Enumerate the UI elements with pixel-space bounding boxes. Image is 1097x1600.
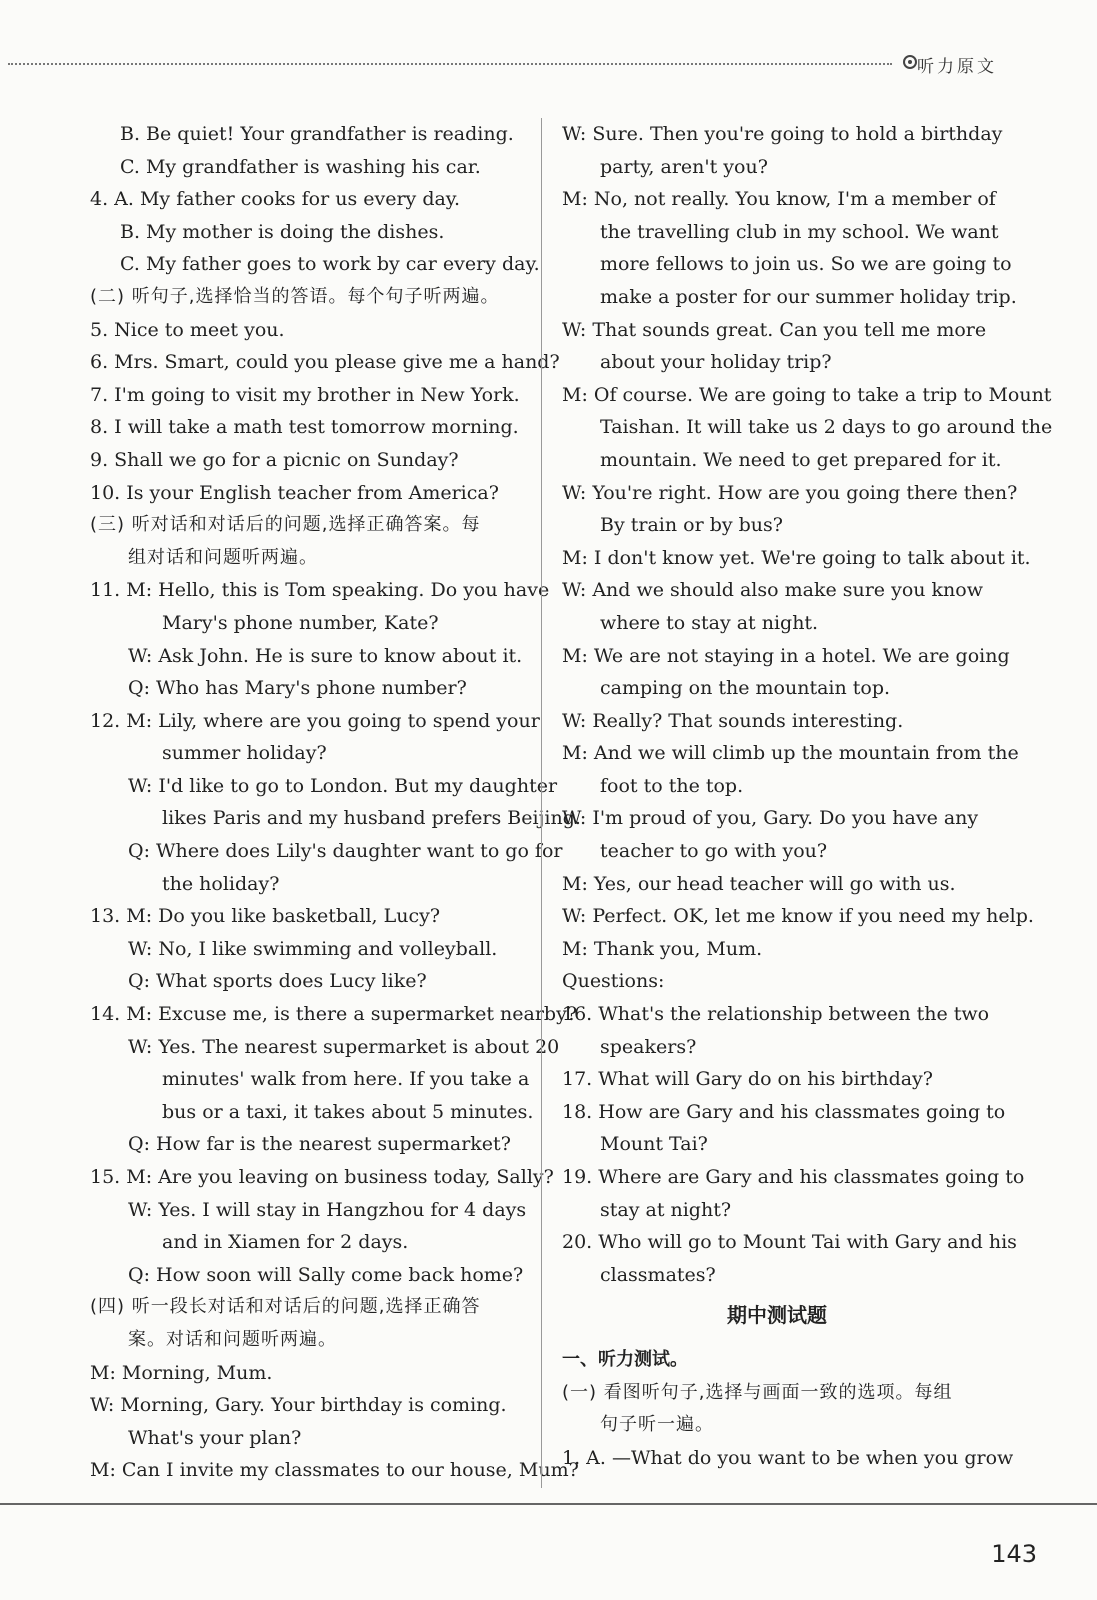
text-line: Mary's phone number, Kate? (162, 611, 439, 634)
text-line: 10. Is your English teacher from America? (90, 481, 499, 504)
text-line: W: And we should also make sure you know (562, 579, 983, 602)
text-line: M: We are not staying in a hotel. We are going (562, 644, 1010, 667)
text-line: M: I don't know yet. We're going to talk about it. (562, 546, 1031, 569)
text-line: M: Thank you, Mum. (562, 937, 763, 960)
text-line: Questions: (562, 970, 665, 993)
header-bullet-icon (903, 55, 917, 69)
header-title: 听力原文 (917, 57, 997, 77)
text-line: 11. M: Hello, this is Tom speaking. Do you have (90, 579, 550, 602)
text-line: (二) 听句子,选择恰当的答语。每个句子听两遍。 (90, 285, 500, 307)
text-line: (一) 看图听句子,选择与画面一致的选项。每组 (562, 1381, 953, 1403)
text-line: camping on the mountain top. (600, 677, 891, 700)
text-line: and in Xiamen for 2 days. (162, 1231, 409, 1254)
text-line: 组对话和问题听两遍。 (128, 546, 318, 568)
footer-rule (0, 1503, 1097, 1505)
left-column (90, 118, 581, 1487)
text-line: Taishan. It will take us 2 days to go around the (600, 416, 1053, 439)
text-line: 1. A. —What do you want to be when you grow (562, 1446, 1014, 1469)
text-line: W: That sounds great. Can you tell me more (562, 318, 987, 341)
text-line: about your holiday trip? (600, 351, 832, 374)
text-line: bus or a taxi, it takes about 5 minutes. (162, 1100, 534, 1123)
text-line: W: Morning, Gary. Your birthday is coming. (90, 1394, 507, 1417)
text-line: W: You're right. How are you going there then? (562, 481, 1018, 504)
dialogue-continuation (562, 118, 1053, 1291)
text-line: 18. How are Gary and his classmates going to (562, 1100, 1006, 1123)
text-line: 一、听力测试。 (562, 1348, 688, 1370)
text-line: the travelling club in my school. We want (600, 220, 999, 243)
text-line: 17. What will Gary do on his birthday? (562, 1068, 933, 1091)
text-line: Q: Who has Mary's phone number? (128, 677, 467, 700)
text-line: 句子听一遍。 (600, 1414, 714, 1436)
text-line: 5. Nice to meet you. (90, 318, 285, 341)
text-line: M: Of course. We are going to take a trip to Mount (562, 383, 1052, 406)
text-line: 12. M: Lily, where are you going to spend your (90, 709, 540, 732)
text-line: stay at night? (600, 1198, 732, 1221)
text-line: 20. Who will go to Mount Tai with Gary and his (562, 1231, 1017, 1254)
text-line: 7. I'm going to visit my brother in New York. (90, 383, 520, 406)
midterm-test-start (562, 1344, 1014, 1474)
text-line: speakers? (600, 1035, 697, 1058)
text-line: W: Yes. The nearest supermarket is about 20 (128, 1035, 560, 1058)
text-line: 4. A. My father cooks for us every day. (90, 188, 461, 211)
text-line: 9. Shall we go for a picnic on Sunday? (90, 448, 459, 471)
text-line: B. My mother is doing the dishes. (120, 220, 445, 243)
right-column (562, 118, 1053, 1474)
text-line: W: Really? That sounds interesting. (562, 709, 904, 732)
text-line: 19. Where are Gary and his classmates going to (562, 1166, 1025, 1188)
text-line: W: Perfect. OK, let me know if you need my help. (562, 905, 1034, 928)
text-line: 8. I will take a math test tomorrow morning. (90, 416, 519, 439)
text-line: B. Be quiet! Your grandfather is reading. (120, 123, 514, 145)
text-line: (三) 听对话和对话后的问题,选择正确答案。每 (90, 514, 481, 536)
text-line: W: I'm proud of you, Gary. Do you have any (562, 807, 979, 830)
text-line: W: Ask John. He is sure to know about it. (128, 644, 523, 667)
section-heading: 期中测试题 (727, 1303, 827, 1328)
text-line: party, aren't you? (600, 155, 768, 178)
text-line: M: And we will climb up the mountain from the (562, 742, 1019, 765)
text-line: C. My father goes to work by car every day. (120, 253, 540, 276)
text-line: Q: What sports does Lucy like? (128, 970, 427, 993)
text-line: W: No, I like swimming and volleyball. (128, 937, 498, 960)
header-dotted-rule (8, 63, 892, 65)
text-line: the holiday? (162, 872, 280, 895)
text-line: likes Paris and my husband prefers Beijing. (162, 807, 581, 830)
text-line: classmates? (600, 1263, 716, 1286)
text-line: more fellows to join us. So we are going to (600, 253, 1012, 276)
text-line: foot to the top. (600, 774, 744, 797)
text-line: M: No, not really. You know, I'm a member of (562, 188, 996, 211)
text-line: W: I'd like to go to London. But my daughter (128, 774, 558, 797)
text-line: minutes' walk from here. If you take a (162, 1068, 530, 1091)
text-line: make a poster for our summer holiday trip. (600, 285, 1017, 308)
text-line: By train or by bus? (600, 514, 783, 537)
text-line: 案。对话和问题听两遍。 (128, 1328, 337, 1350)
text-line: (四) 听一段长对话和对话后的问题,选择正确答 (90, 1296, 481, 1318)
text-line: W: Yes. I will stay in Hangzhou for 4 days (128, 1198, 527, 1221)
page-number: 143 (991, 1540, 1037, 1568)
text-line: summer holiday? (162, 742, 327, 765)
text-line: Q: Where does Lily's daughter want to go for (128, 840, 563, 863)
text-line: C. My grandfather is washing his car. (120, 155, 481, 178)
text-line: 15. M: Are you leaving on business today, Sally? (90, 1166, 554, 1188)
text-line: M: Morning, Mum. (90, 1361, 273, 1384)
text-line: 13. M: Do you like basketball, Lucy? (90, 905, 441, 928)
text-line: W: Sure. Then you're going to hold a birthday (562, 123, 1003, 145)
text-line: Mount Tai? (600, 1133, 708, 1156)
text-line: Q: How far is the nearest supermarket? (128, 1133, 511, 1156)
text-line: teacher to go with you? (600, 840, 828, 863)
text-line: where to stay at night. (600, 611, 819, 634)
text-line: 6. Mrs. Smart, could you please give me a hand? (90, 351, 560, 374)
text-line: 16. What's the relationship between the two (562, 1003, 990, 1026)
text-line: What's your plan? (128, 1426, 302, 1449)
text-line: M: Yes, our head teacher will go with us. (562, 872, 956, 895)
page-header (0, 52, 1097, 77)
text-line: Q: How soon will Sally come back home? (128, 1263, 524, 1286)
text-line: mountain. We need to get prepared for it. (600, 448, 1002, 471)
column-divider (541, 118, 542, 1488)
text-line: 14. M: Excuse me, is there a supermarket nearby? (90, 1003, 578, 1026)
text-line: M: Can I invite my classmates to our house, Mum? (90, 1459, 579, 1482)
